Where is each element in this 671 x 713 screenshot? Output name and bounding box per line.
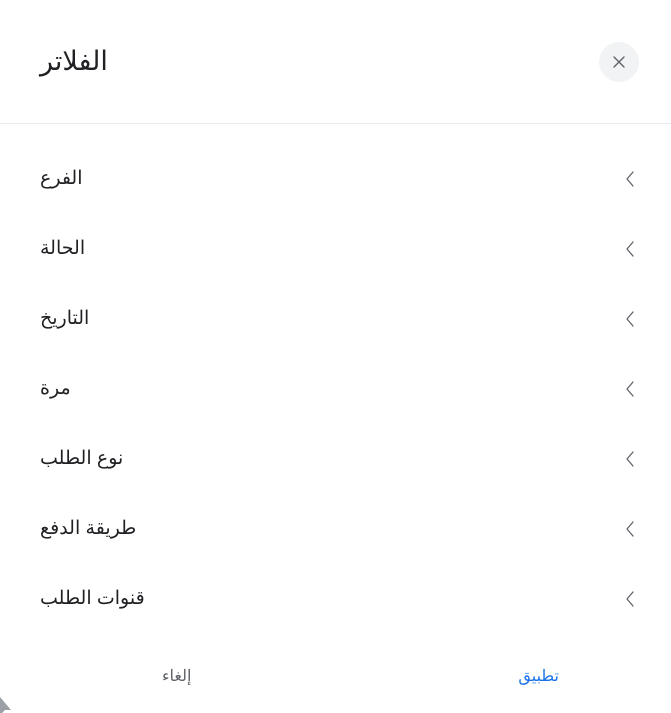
chevron-left-icon bbox=[621, 380, 639, 398]
filter-list bbox=[0, 124, 671, 639]
filter-label: الحالة bbox=[40, 237, 86, 259]
filter-row-order-channels[interactable] bbox=[0, 564, 671, 634]
chevron-left-icon bbox=[621, 590, 639, 608]
filter-row-date[interactable] bbox=[0, 284, 671, 354]
chevron-left-icon bbox=[621, 520, 639, 538]
chevron-left-icon bbox=[621, 310, 639, 328]
filter-row-branch[interactable] bbox=[0, 144, 671, 214]
filter-label: التاريخ bbox=[40, 307, 90, 329]
dialog-header bbox=[0, 0, 671, 124]
cancel-button[interactable]: إلغاء bbox=[150, 658, 203, 694]
page-title: الفلاتر bbox=[40, 46, 108, 77]
filter-label: نوع الطلب bbox=[40, 447, 124, 469]
close-button[interactable] bbox=[599, 42, 639, 82]
filter-label: قنوات الطلب bbox=[40, 587, 145, 609]
filter-row-status[interactable] bbox=[0, 214, 671, 284]
filter-label: مرة bbox=[40, 377, 71, 399]
chevron-left-icon bbox=[621, 170, 639, 188]
chevron-left-icon bbox=[621, 450, 639, 468]
filter-row-payment-method[interactable] bbox=[0, 494, 671, 564]
filter-row-time[interactable] bbox=[0, 354, 671, 424]
filter-label: طريقة الدفع bbox=[40, 517, 137, 539]
chevron-left-icon bbox=[621, 240, 639, 258]
dialog-footer bbox=[0, 639, 671, 713]
filter-row-order-type[interactable] bbox=[0, 424, 671, 494]
apply-button[interactable]: تطبيق bbox=[506, 658, 571, 694]
close-icon bbox=[610, 53, 628, 71]
filter-label: الفرع bbox=[40, 167, 83, 189]
